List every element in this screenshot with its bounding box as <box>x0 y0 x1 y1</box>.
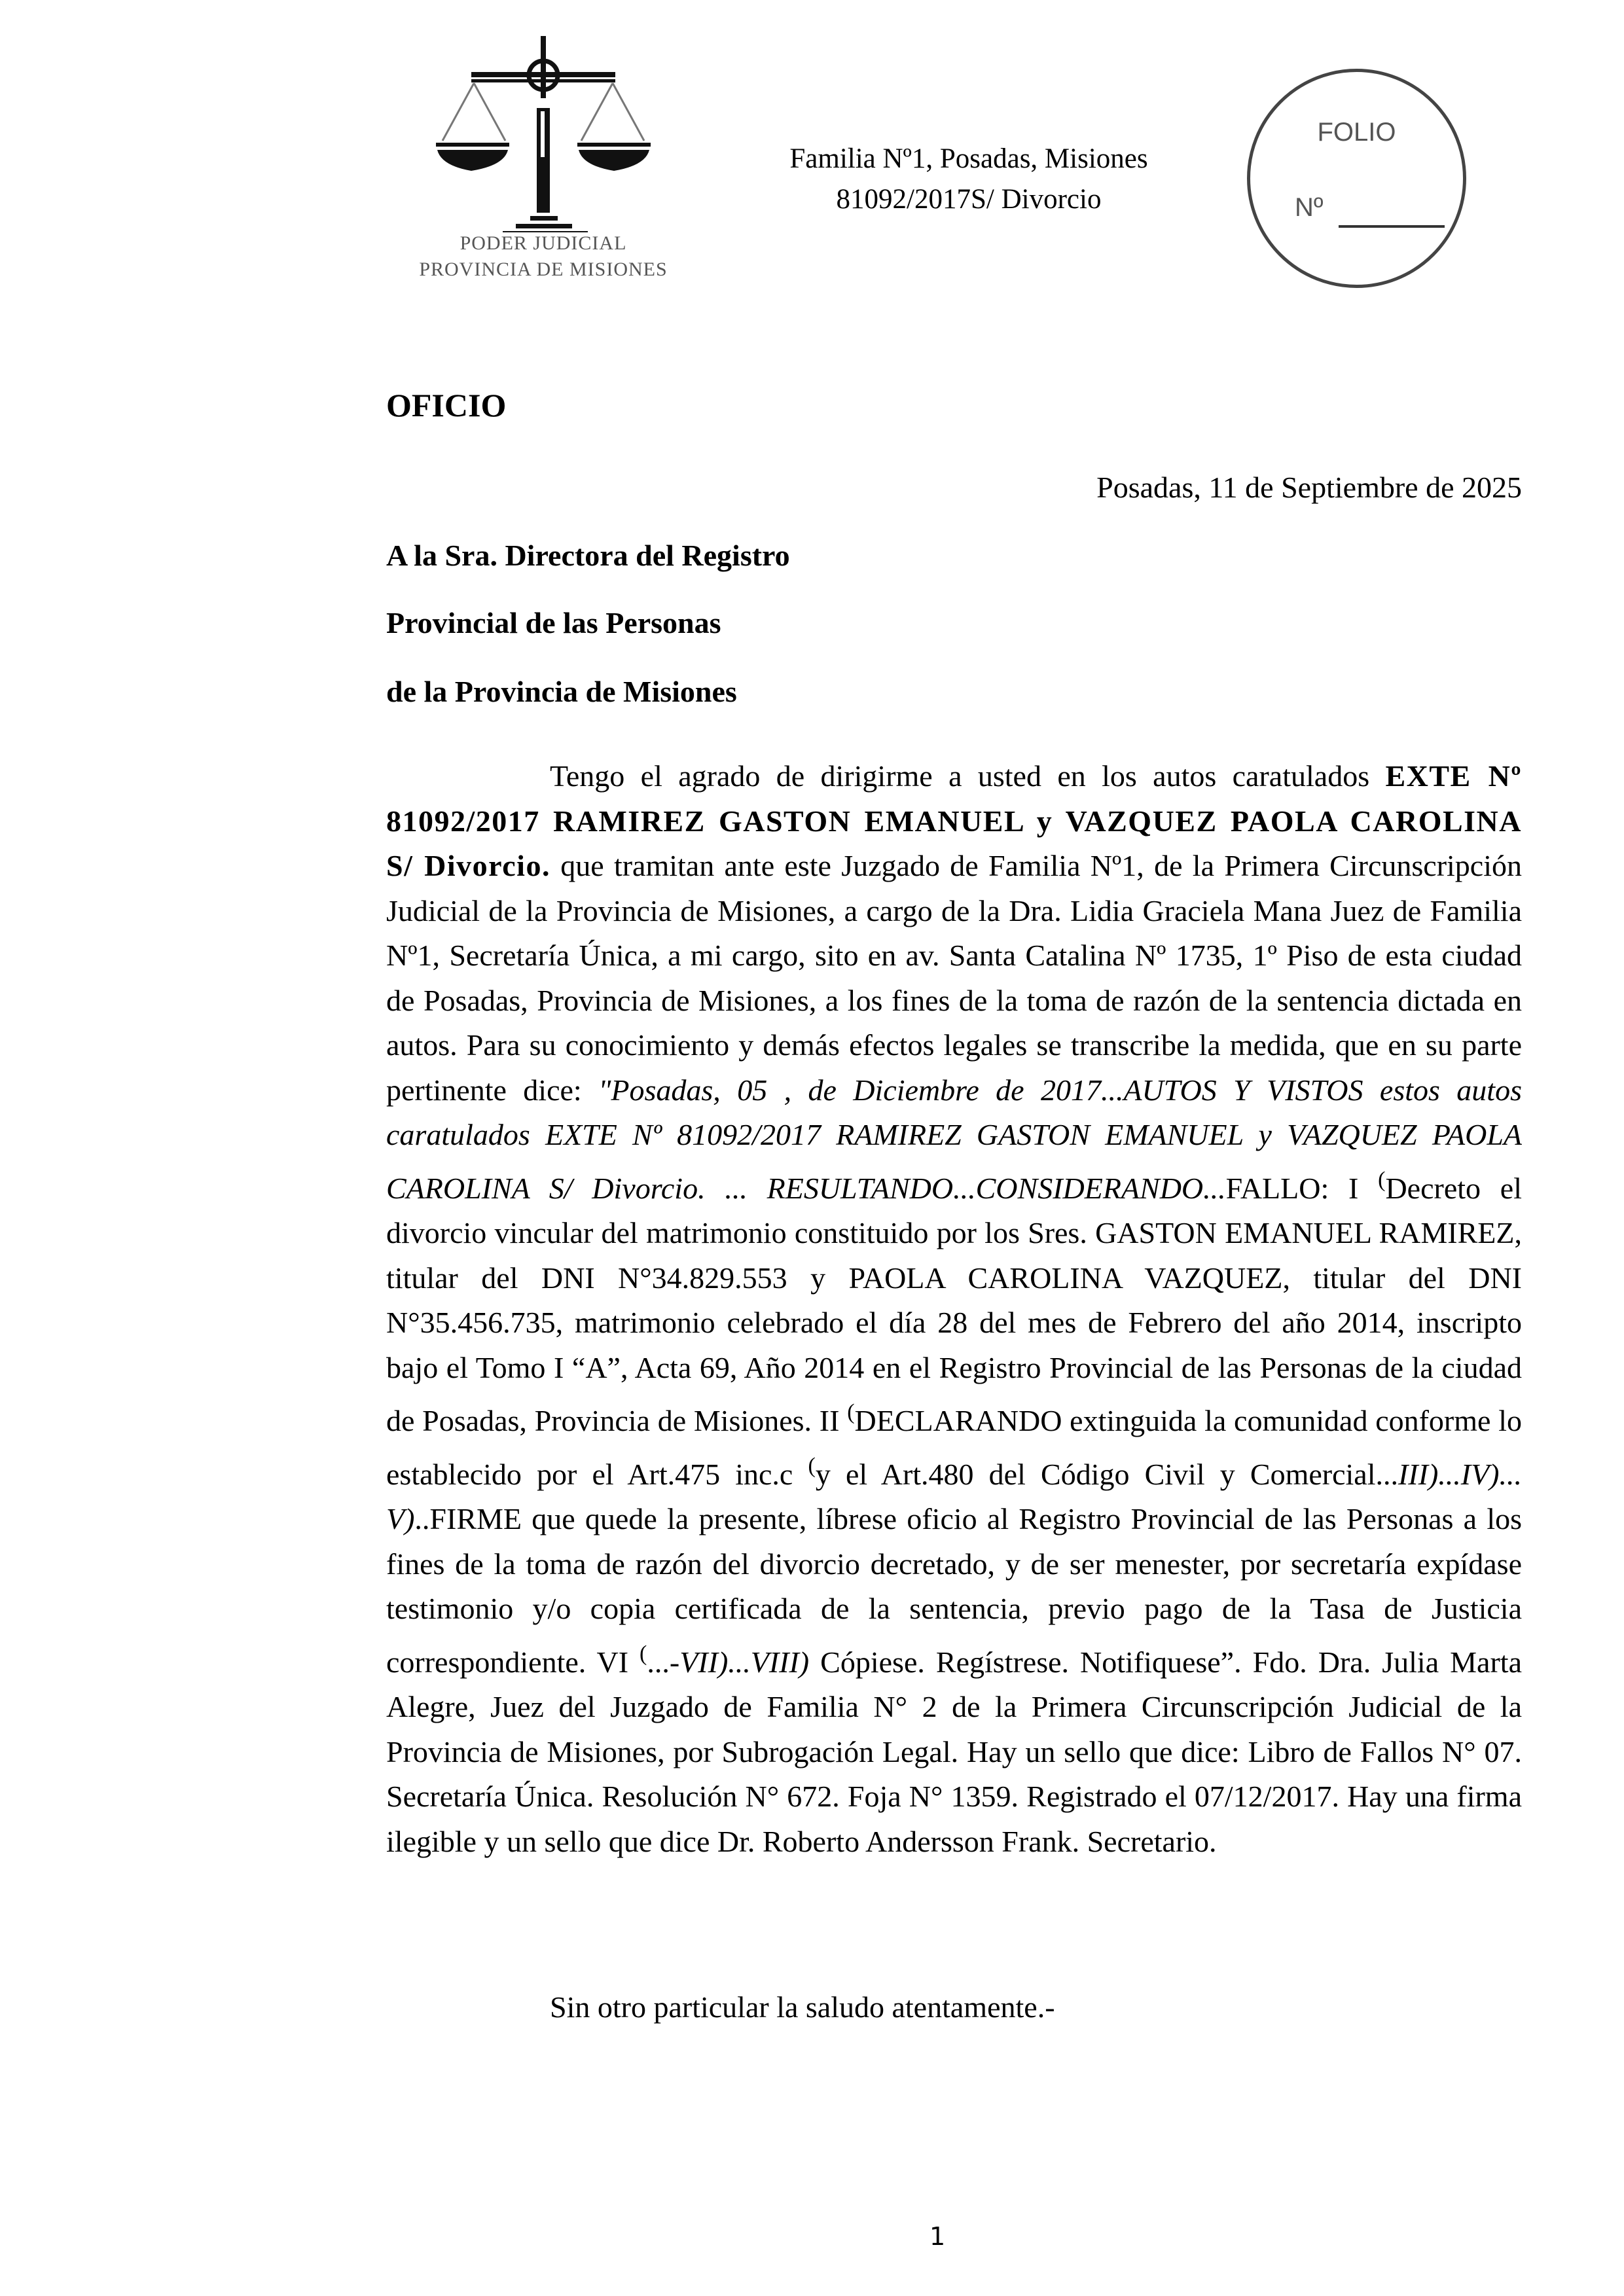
quoted-resolution: "Posadas, 05 , de Diciembre de 2017...AUTOS Y VISTOS estos autos caratulados EXTE Nº 81092/2017 RAMIREZ GASTON EMANUEL y VAZQUEZ PAOLA CAROLINA S/ Divorcio. ... RESULTANDO...CONSIDERANDO... <box>386 1073 1522 1205</box>
date-line: Posadas, 11 de Septiembre de 2025 <box>1096 471 1522 504</box>
document-title: OFICIO <box>386 387 507 423</box>
fallo-5: ..FIRME que quede la presente, líbrese oficio al Registro Provincial de las Personas a los fines de la toma de razón del divorcio decretado, y de ser menester, por secretaría expídase testimonio y/o copia certificada de la sentencia, previo pago de la Tasa de Justicia correspondiente. VI <box>386 1502 1522 1679</box>
court-line: Familia Nº1, Posadas, Misiones <box>789 143 1148 174</box>
folio-number-label: Nº <box>1295 193 1324 222</box>
stray-paren-4: ( <box>640 1641 647 1666</box>
fallo-1: FALLO: I <box>1225 1171 1379 1205</box>
addressee-line-3: de la Provincia de Misiones <box>386 675 737 708</box>
letter-body <box>386 754 1522 1864</box>
fallo-6: ...- <box>647 1645 680 1679</box>
fallo-4: y el Art.480 del Código Civil y Comercial... <box>815 1457 1398 1491</box>
roman-numerals-2: VII)...VIII) <box>679 1645 810 1679</box>
addressee-line-1: A la Sra. Directora del Registro <box>386 539 790 572</box>
scales-of-justice-icon <box>432 36 655 232</box>
stray-paren-1: ( <box>1378 1167 1386 1192</box>
closing-line: Sin otro particular la saludo atentamente.- <box>550 1990 1055 2024</box>
fallo-2: Decreto el divorcio vincular del matrimonio constituido por los Sres. GASTON EMANUEL RAMIREZ, titular del DNI N°34.829.553 y PAOLA CAROLINA VAZQUEZ, titular del DNI N°35.456.735, matrimonio celebrado el día 28 del mes de Febrero del año 2014, inscripto bajo el Tomo I “A”, Acta 69, Año 2014 en el Registro Provincial de las Personas de la ciudad de Posadas, Provincia de Misiones. II <box>386 1171 1522 1437</box>
body-text-1: que tramitan ante este Juzgado de Familia Nº1, de la Primera Circunscripción Judicial de la Provincia de Misiones, a cargo de la Dra. Lidia Graciela Mana Juez de Familia Nº1, Secretaría Única, a mi cargo, sito en av. Santa Catalina Nº 1735, 1º Piso de esta ciudad de Posadas, Provincia de Misiones, a los fines de la toma de razón de la sentencia dictada en autos. Para su conocimiento y demás efectos legales se transcribe la medida, que en su parte pertinente dice: <box>386 849 1522 1107</box>
logo-line-2: PROVINCIA DE MISIONES <box>419 259 668 280</box>
folio-title: FOLIO <box>1317 118 1396 147</box>
fallo-7: Cópiese. Regístrese. Notifiquese”. Fdo. Dra. Julia Marta Alegre, Juez del Juzgado de Familia N° 2 de la Primera Circunscripción Judicial de la Provincia de Misiones, por Subrogación Legal. Hay un sello que dice: Libro de Fallos N° 07. Secretaría Única. Resolución N° 672. Foja N° 1359. Registrado el 07/12/2017. Hay una firma ilegible y un sello que dice Dr. Roberto Andersson Frank. Secretario. <box>386 1645 1522 1858</box>
folio-stamp <box>1247 69 1466 288</box>
court-logo <box>406 36 681 298</box>
body-paragraph <box>386 754 1522 1864</box>
case-line: 81092/2017S/ Divorcio <box>836 184 1102 215</box>
page-number: 1 <box>929 2222 946 2251</box>
stray-paren-2: ( <box>847 1400 855 1424</box>
body-intro: Tengo el agrado de dirigirme a usted en los autos caratulados <box>550 759 1386 793</box>
logo-line-1: PODER JUDICIAL <box>460 232 627 254</box>
stray-paren-3: ( <box>808 1453 816 1478</box>
roman-numerals-1: III)...IV)... V) <box>386 1457 1522 1535</box>
folio-number-blank <box>1339 225 1445 228</box>
fallo-3: DECLARANDO extinguida la comunidad conforme lo establecido por el Art.475 inc.c <box>386 1404 1522 1491</box>
letterhead-header <box>720 139 1218 220</box>
addressee-line-2: Provincial de las Personas <box>386 606 721 639</box>
case-title: EXTE Nº 81092/2017 RAMIREZ GASTON EMANUEL y VAZQUEZ PAOLA CAROLINA S/ Divorcio. <box>386 759 1523 882</box>
